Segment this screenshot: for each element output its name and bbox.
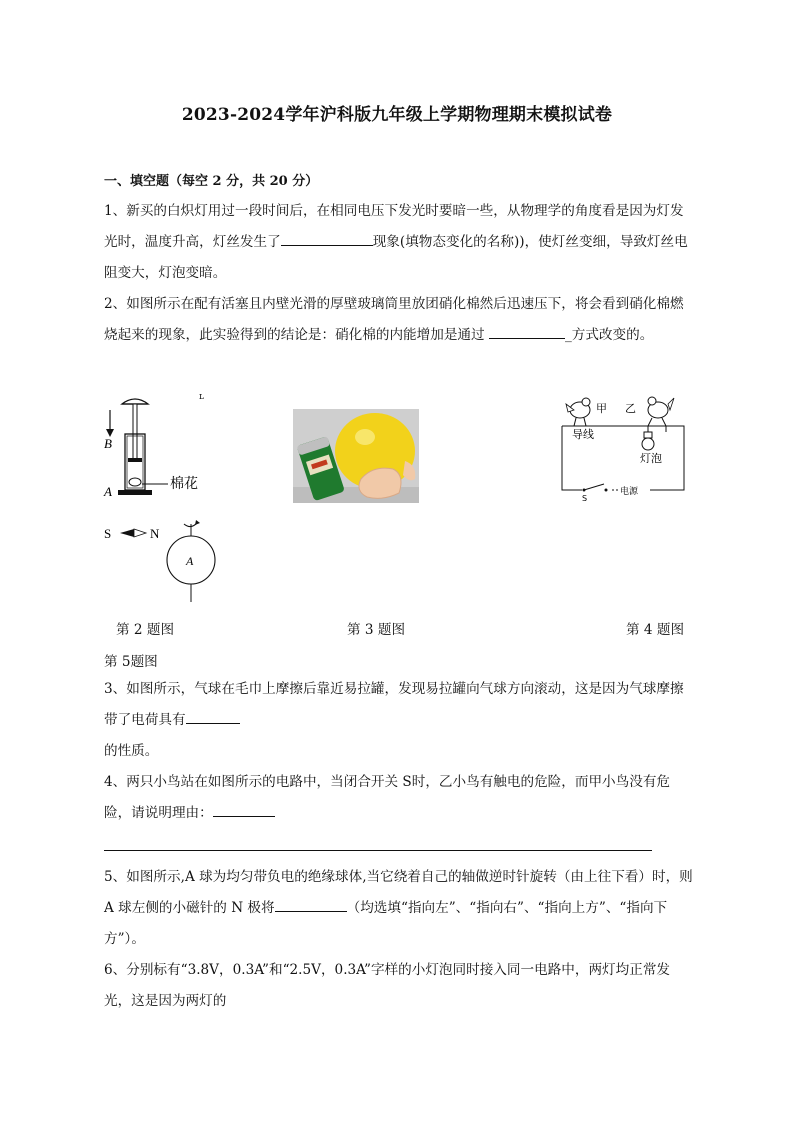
figure-4-label-jia: 甲: [596, 402, 607, 415]
question-2-text-a: 2、如图所示在配有活塞且内壁光滑的厚壁玻璃筒里放团硝化棉然后迅速压下，将会看到硝化棉燃烧起来的现象，此实验得到的结论是：硝化棉的内能增加是通过: [104, 296, 684, 343]
question-3: [104, 674, 694, 767]
caption-figure-5: 第 5题图: [104, 654, 158, 670]
figure-2-label-b: B: [104, 436, 112, 451]
question-1-text-b: 现象(填物态变化的名称))，使灯丝变细，导致灯丝电阻变大，灯泡变暗。: [104, 234, 688, 281]
bird-yi-icon: [648, 397, 674, 426]
question-2-answer-blank[interactable]: [489, 323, 565, 339]
question-3-answer-blank[interactable]: [186, 708, 240, 724]
figure-4-label-source: 电源: [620, 487, 639, 497]
question-1: [104, 196, 694, 289]
question-6-text-a: 6、分别标有“3.8V，0.3A”和“2.5V，0.3A”字样的小灯泡同时接入同一电路中，两灯均正常发光，这是因为两灯的: [104, 962, 671, 1009]
figure-4-label-bulb: 灯泡: [640, 452, 662, 465]
question-5: [104, 862, 694, 955]
question-4-answer-blank[interactable]: [213, 801, 275, 817]
figure-4-label-wire: 导线: [572, 428, 594, 441]
question-1-text-a: 1、新买的白炽灯用过一段时间后，在相同电压下发光时要暗一些，从物理学的角度看是因为灯发光时，温度升高，灯丝发生了: [104, 203, 684, 250]
switch-icon: [582, 484, 612, 494]
page-title: 2023-2024学年沪科版九年级上学期物理期末模拟试卷: [181, 105, 613, 125]
figure-5-label-ball: A: [186, 554, 194, 568]
figure-2-piston-cylinder: [100, 396, 210, 508]
bird-jia-icon: [566, 398, 590, 426]
figure-4-label-yi: 乙: [625, 402, 636, 415]
caption-figure-2: 第 2 题图: [116, 622, 175, 638]
section-heading-fill-in: 一、填空题（每空 2 分，共 20 分）: [104, 174, 319, 189]
question-5-text-b: （均选填“指向左”、“指向右”、“指向上方”、“指向下方”）。: [104, 900, 668, 947]
question-2: [104, 289, 694, 351]
question-2-text-b: _方式改变的。: [564, 327, 654, 343]
question-1-answer-blank[interactable]: [281, 230, 373, 246]
question-3-text-a: 3、如图所示，气球在毛巾上摩擦后靠近易拉罐，发现易拉罐向气球方向滚动，这是因为气球摩擦带了电荷具有: [104, 681, 684, 728]
question-3-text-b: 的性质。: [104, 743, 159, 759]
question-5-answer-blank[interactable]: [275, 896, 347, 912]
question-4-text-a: 4、两只小鸟站在如图所示的电路中，当闭合开关 S时，乙小鸟有触电的危险，而甲小鸟没有危险，请说明理由：: [104, 774, 671, 821]
figure-5-label-n: N: [150, 526, 160, 541]
figure-5-magnet-ball: [100, 518, 224, 602]
figure-4-label-s: S: [582, 494, 588, 502]
question-4: [104, 767, 694, 829]
figure-2-label-a: A: [104, 484, 112, 499]
lightbulb-icon: [642, 426, 666, 450]
figure-2-label-cotton: 棉花: [170, 476, 198, 492]
magnetic-needle-icon: [120, 529, 146, 537]
caption-figure-3: 第 3 题图: [347, 622, 406, 638]
question-4-answer-line[interactable]: [104, 850, 652, 851]
figure-5-label-s: S: [104, 526, 112, 541]
question-6: [104, 955, 694, 1017]
figure-3-balloon-photo: [293, 409, 419, 503]
figure-4-birds-circuit: [556, 390, 692, 502]
caption-figure-4: 第 4 题图: [626, 622, 685, 638]
stray-mark: ʟ: [199, 392, 204, 402]
question-5-text-a: 5、如图所示,A 球为均匀带负电的绝缘球体,当它绕着自己的轴做逆时针旋转（由上往下看）时，则 A 球左侧的小磁针的 N 极将: [104, 869, 693, 916]
